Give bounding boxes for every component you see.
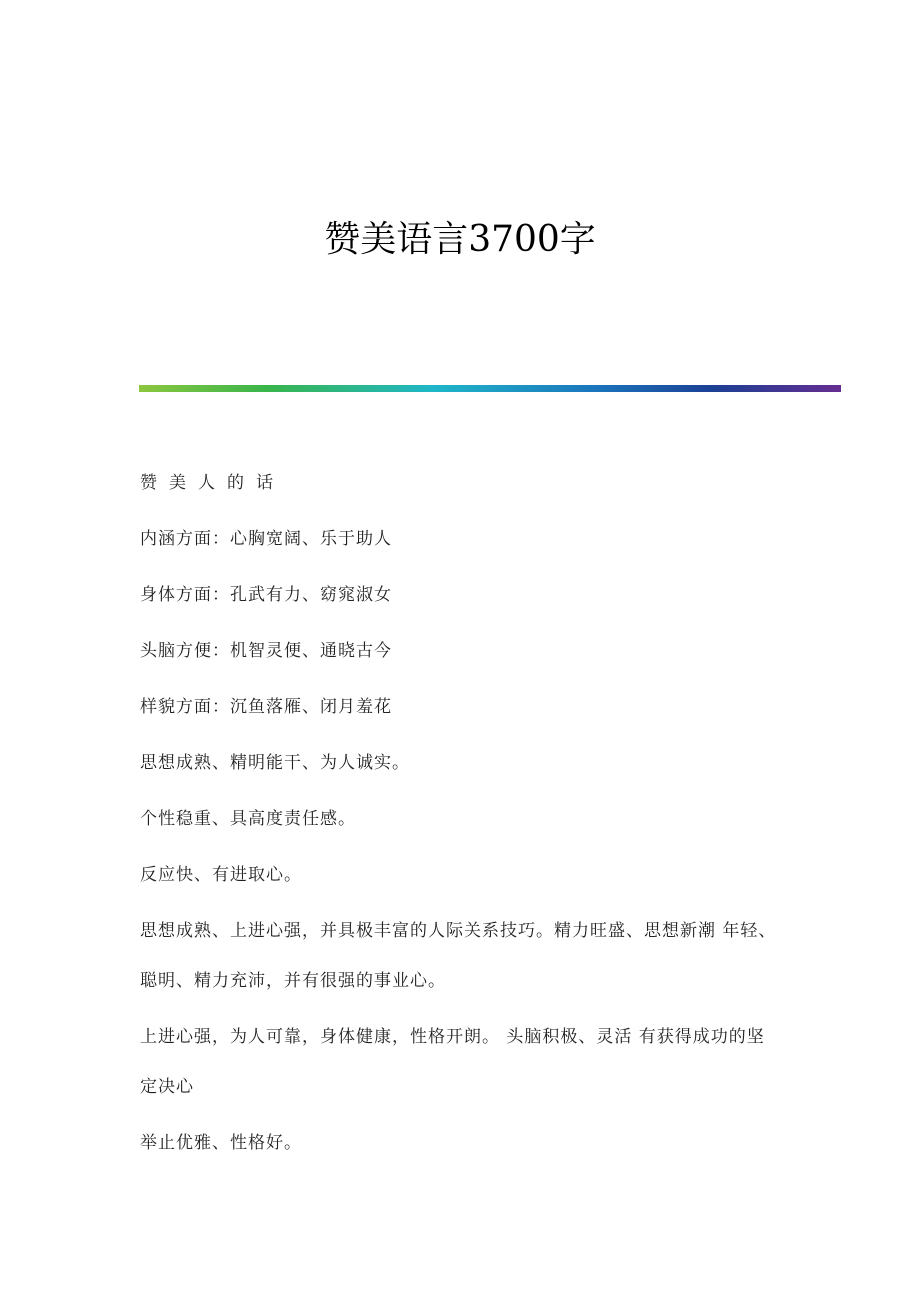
- paragraph: 内涵方面：心胸宽阔、乐于助人: [140, 529, 392, 549]
- paragraph: 思想成熟、上进心强，并具极丰富的人际关系技巧。精力旺盛、思想新潮 年轻、聪明、精力充沛，并有很强的事业心。: [140, 921, 777, 991]
- paragraph: 头脑方便：机智灵便、通晓古今: [140, 641, 392, 661]
- paragraph: 样貌方面：沉鱼落雁、闭月羞花: [140, 697, 392, 717]
- paragraph: 身体方面：孔武有力、窈窕淑女: [140, 585, 392, 605]
- paragraph: 思想成熟、精明能干、为人诚实。: [140, 753, 410, 773]
- document-body: [140, 466, 780, 1182]
- paragraph: 反应快、有进取心。: [140, 865, 302, 885]
- paragraph: 上进心强，为人可靠，身体健康，性格开朗。 头脑积极、灵活 有获得成功的坚定决心: [140, 1027, 765, 1097]
- paragraph: 个性稳重、具高度责任感。: [140, 809, 356, 829]
- paragraph: 举止优雅、性格好。: [140, 1133, 302, 1153]
- document-title: 赞美语言3700字: [324, 219, 596, 260]
- section-heading: 赞美人的话: [140, 473, 285, 493]
- gradient-divider: [139, 385, 841, 392]
